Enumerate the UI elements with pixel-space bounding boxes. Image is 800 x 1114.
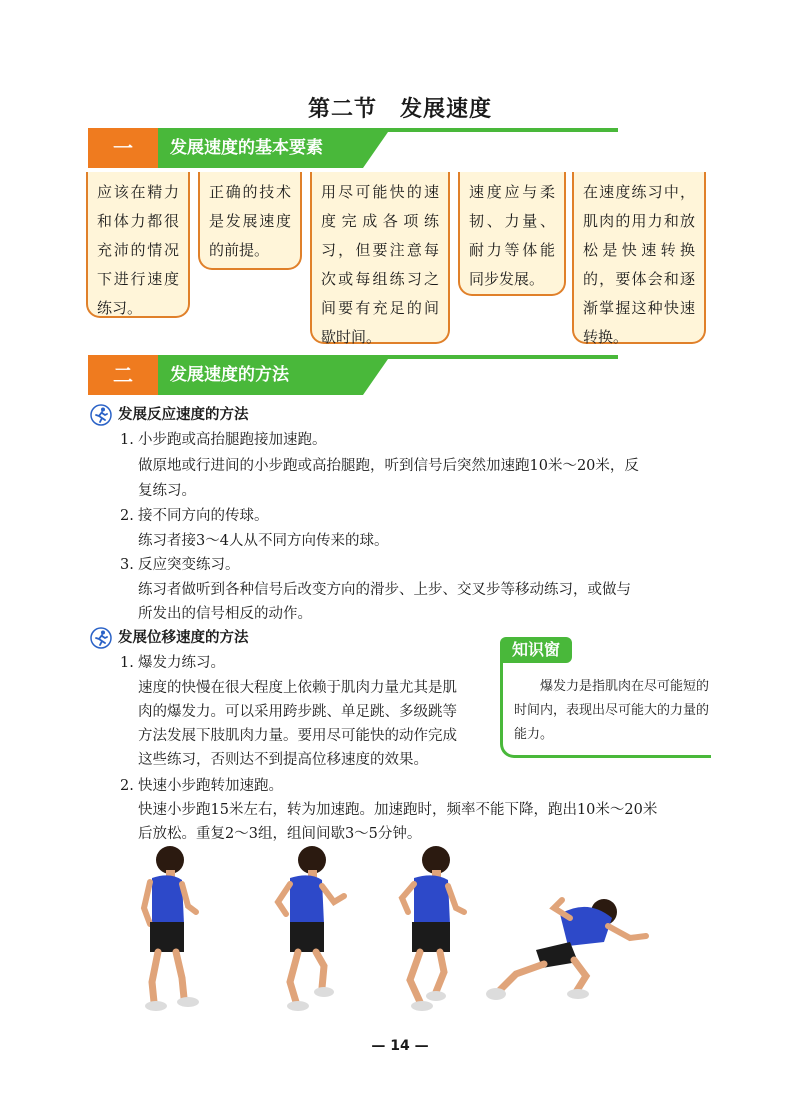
item-title: 快速小步跑转加速跑。 (138, 778, 283, 794)
runner-figure-1 (144, 846, 199, 1011)
item-number: 1. (120, 432, 134, 448)
runner-icon (90, 627, 112, 649)
banner-shape (88, 128, 618, 168)
item-line: 方法发展下肢肌肉力量。要用尽可能快的动作完成 (138, 728, 457, 744)
item-title: 反应突变练习。 (138, 557, 240, 573)
item-number: 2. (120, 778, 134, 794)
item-line: 练习者做听到各种信号后改变方向的滑步、上步、交叉步等移动练习，或做与 (138, 582, 631, 598)
runner-icon (90, 404, 112, 426)
section-banner-1 (88, 128, 618, 168)
card-speed-rest: 用尽可能快的速度完成各项练习，但要注意每次或每组练习之间要有充足的间歇时间。 (310, 172, 450, 344)
item-line: 后放松。重复2～3组，组间间歇3～5分钟。 (138, 826, 422, 842)
section-label: 发展速度的方法 (170, 365, 289, 385)
item-title: 小步跑或高抬腿跑接加速跑。 (138, 432, 327, 448)
banner-shape (88, 355, 618, 395)
item-line: 复练习。 (138, 483, 196, 499)
item-title: 爆发力练习。 (138, 655, 225, 671)
knowledge-text: 爆发力是指肌肉在尽可能短的时间内，表现出尽可能大的力量的能力。 (514, 679, 710, 742)
item-number: 3. (120, 557, 134, 573)
subheading-text: 发展位移速度的方法 (118, 630, 249, 646)
knowledge-window (500, 637, 710, 757)
runner-figure-4 (486, 899, 646, 1000)
section-title: 第二节 发展速度 (307, 97, 492, 122)
item-line: 这些练习，否则达不到提高位移速度的效果。 (138, 752, 428, 768)
item-line: 肉的爆发力。可以采用跨步跳、单足跳、多级跳等 (138, 704, 457, 720)
section-number: 一 (113, 136, 133, 160)
item-number: 1. (120, 655, 134, 671)
item-line: 所发出的信号相反的动作。 (138, 606, 312, 622)
runner-figure-3 (402, 846, 464, 1011)
card-relax: 在速度练习中，肌肉的用力和放松是快速转换的，要体会和逐渐掌握这种快速转换。 (572, 172, 706, 344)
card-energy: 应该在精力和体力都很充沛的情况下进行速度练习。 (86, 172, 190, 318)
knowledge-title: 知识窗 (500, 637, 572, 663)
subheading-text: 发展反应速度的方法 (118, 407, 249, 423)
item-title: 接不同方向的传球。 (138, 508, 269, 524)
item-number: 2. (120, 508, 134, 524)
section-banner-2 (88, 355, 618, 395)
item-line: 练习者接3～4人从不同方向传来的球。 (138, 533, 389, 549)
item-line: 做原地或行进间的小步跑或高抬腿跑，听到信号后突然加速跑10米～20米，反 (138, 458, 639, 474)
item-line: 快速小步跑15米左右，转为加速跑。加速跑时，频率不能下降，跑出10米～20米 (138, 802, 658, 818)
card-sync: 速度应与柔韧、力量、耐力等体能同步发展。 (458, 172, 566, 296)
page-number: — 14 — (371, 1038, 429, 1054)
card-technique: 正确的技术是发展速度的前提。 (198, 172, 302, 270)
section-number: 二 (113, 363, 133, 387)
runner-figure-2 (278, 846, 344, 1011)
section-label: 发展速度的基本要素 (170, 138, 323, 158)
item-line: 速度的快慢在很大程度上依赖于肌肉力量尤其是肌 (138, 680, 457, 696)
runner-illustration-sequence (130, 842, 670, 1017)
